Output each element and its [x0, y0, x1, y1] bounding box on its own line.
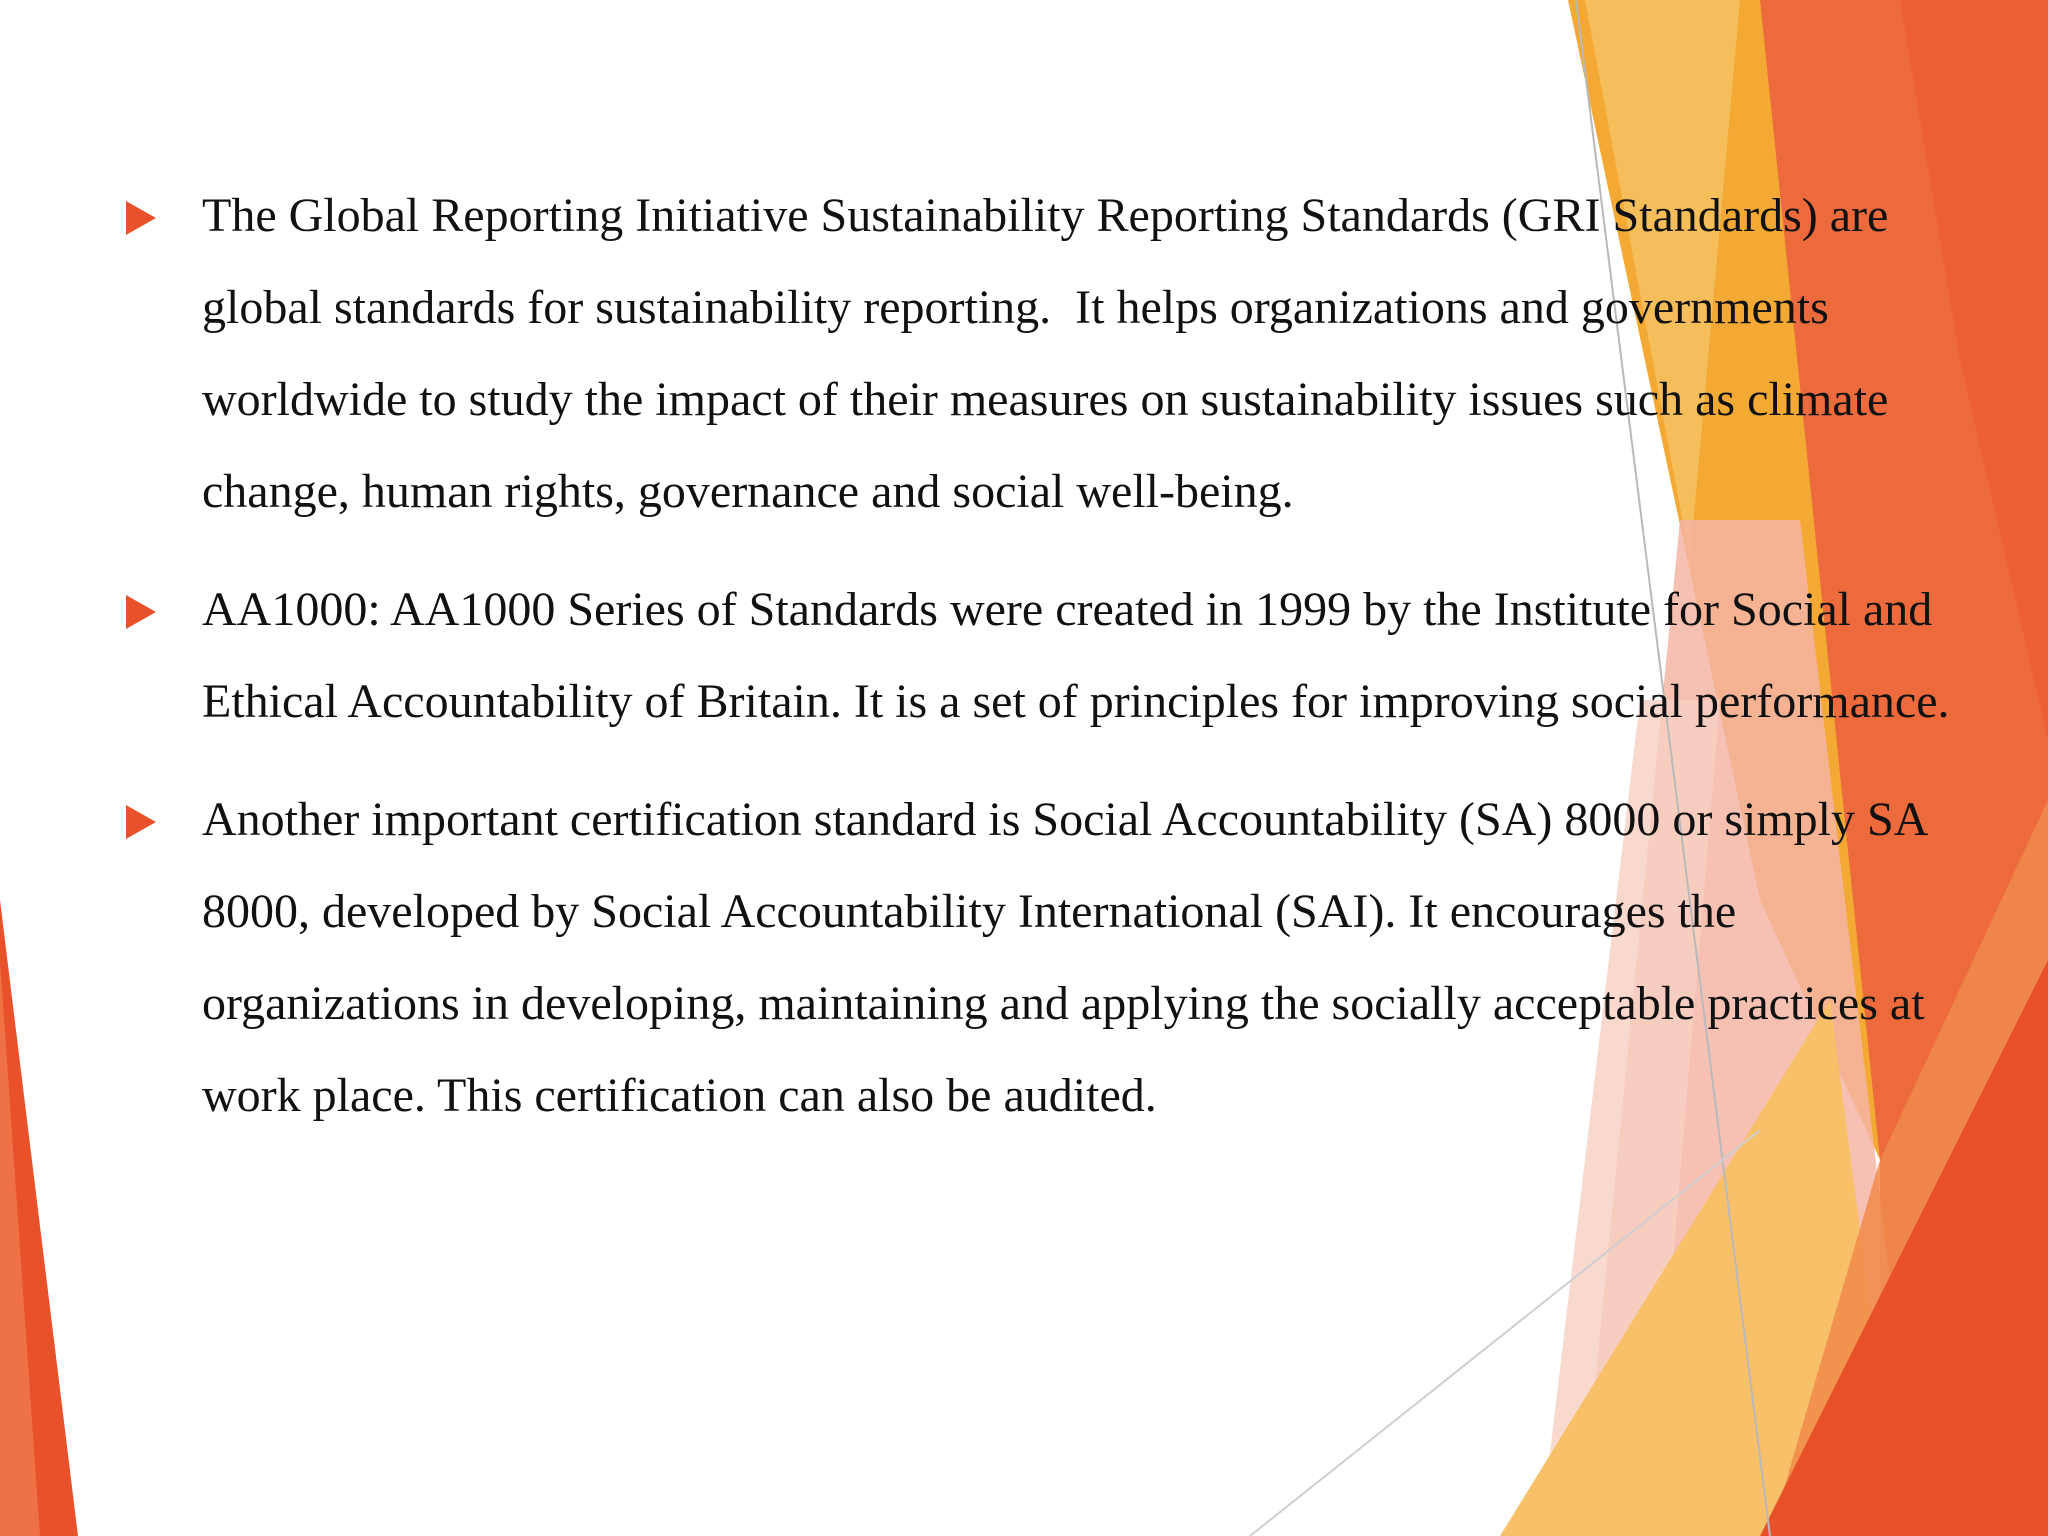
bullet-list — [120, 170, 1980, 1168]
bullet-item-aa1000 — [120, 564, 1980, 748]
bullet-text: Another important certification standard is Social Accountability (SA) 8000 or simply SA 8000, developed by Social Accountability International (SAI). It encourages the organizations in developing, maintaining and applying the socially acceptable practices at work place. This certification can also be audited. — [202, 793, 1938, 1122]
bullet-triangle-icon — [126, 595, 156, 629]
bullet-triangle-icon — [126, 805, 156, 839]
bullet-item-sa8000 — [120, 774, 1980, 1142]
bullet-item-gri — [120, 170, 1980, 538]
bullet-triangle-icon — [126, 201, 156, 235]
bullet-text: AA1000: AA1000 Series of Standards were created in 1999 by the Institute for Social and Ethical Accountability of Britain. It is a set of principles for improving social performance. — [202, 583, 1950, 728]
bullet-text: The Global Reporting Initiative Sustainability Reporting Standards (GRI Standards) are global standards for sustainability reporting. It helps organizations and governments worldwide to study the impact of their measures on sustainability issues such as climate change, human rights, governance and social well-being. — [202, 189, 1901, 518]
